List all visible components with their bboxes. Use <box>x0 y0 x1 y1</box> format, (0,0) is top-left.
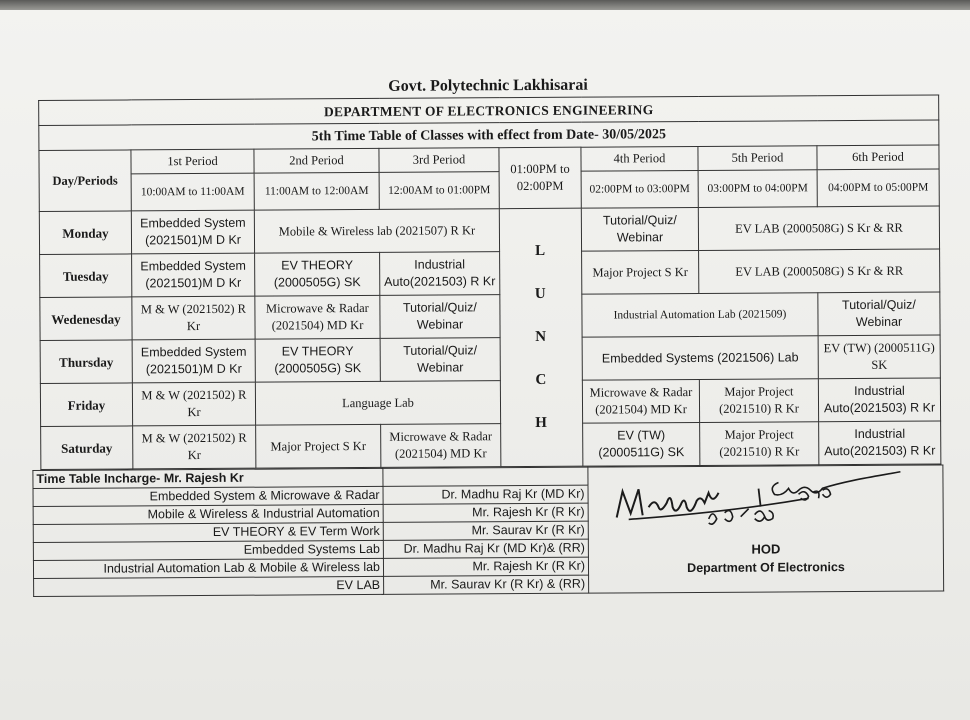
incharge-table <box>32 464 944 597</box>
row-monday <box>39 206 939 254</box>
wednesday-period-6: Tutorial/Quiz/ Webinar <box>818 292 940 336</box>
period-2-time: 11:00AM to 12:00AM <box>254 172 379 210</box>
friday-period-5: Major Project (2021510) R Kr <box>699 379 818 423</box>
monday-period-4: Tutorial/Quiz/ Webinar <box>581 207 698 251</box>
saturday-period-6: Industrial Auto(2021503) R Kr <box>819 421 941 465</box>
tuesday-period-4: Major Project S Kr <box>582 250 699 294</box>
wednesday-period-4-5: Industrial Automation Lab (2021509) <box>582 293 818 337</box>
monday-period-1: Embedded System (2021501)M D Kr <box>131 210 254 254</box>
incharge-blank-cell <box>383 467 588 486</box>
incharge-faculty: Mr. Saurav Kr (R Kr) <box>383 521 588 540</box>
wednesday-period-1: M & W (2021502) R Kr <box>132 296 255 340</box>
friday-period-4: Microwave & Radar (2021504) MD Kr <box>582 379 699 423</box>
saturday-period-4: EV (TW) (2000511G) SK <box>583 422 700 466</box>
saturday-period-3: Microwave & Radar (2021504) MD Kr <box>381 424 501 468</box>
tuesday-period-1: Embedded System (2021501)M D Kr <box>132 253 255 297</box>
timetable <box>38 94 941 469</box>
period-5-header: 5th Period <box>698 146 817 171</box>
row-thursday <box>40 335 940 383</box>
department-heading: DEPARTMENT OF ELECTRONICS ENGINEERING <box>39 95 939 125</box>
period-3-time: 12:00AM to 01:00PM <box>379 172 499 210</box>
hod-department: Department Of Electronics <box>687 560 845 576</box>
row-wednesday <box>40 292 940 340</box>
period-5-time: 03:00PM to 04:00PM <box>698 170 817 208</box>
incharge-subject: EV LAB <box>34 576 384 596</box>
incharge-faculty: Dr. Madhu Raj Kr (MD Kr) <box>383 485 588 504</box>
row-saturday <box>41 421 941 469</box>
timetable-title: 5th Time Table of Classes with effect from Date- 30/05/2025 <box>39 120 939 150</box>
timetable-incharge: Time Table Incharge- Mr. Rajesh Kr <box>33 468 383 488</box>
wednesday-period-2: Microwave & Radar (2021504) MD Kr <box>255 295 380 339</box>
day-periods-header: Day/Periods <box>39 150 131 212</box>
saturday-period-1: M & W (2021502) R Kr <box>133 425 256 469</box>
day-saturday: Saturday <box>41 426 133 470</box>
incharge-subject: Industrial Automation Lab & Mobile & Wireless lab <box>33 558 383 578</box>
tuesday-period-2: EV THEORY (2000505G) SK <box>255 252 380 296</box>
hod-label: HOD <box>751 541 781 557</box>
saturday-period-2: Major Project S Kr <box>256 424 381 468</box>
thursday-period-6: EV (TW) (2000511G) SK <box>818 335 940 379</box>
incharge-faculty: Mr. Rajesh Kr (R Kr) <box>383 503 588 522</box>
wednesday-period-3: Tutorial/Quiz/ Webinar <box>380 295 500 339</box>
thursday-period-2: EV THEORY (2000505G) SK <box>255 338 380 382</box>
period-1-header: 1st Period <box>131 149 254 174</box>
lunch-letter: N <box>535 328 548 345</box>
day-wednesday: Wedenesday <box>40 297 132 341</box>
thursday-period-4-5: Embedded Systems (2021506) Lab <box>582 336 818 380</box>
lunch-letter: C <box>535 371 548 388</box>
day-tuesday: Tuesday <box>40 254 132 298</box>
incharge-faculty: Mr. Saurav Kr (R Kr) & (RR) <box>384 575 589 594</box>
friday-period-1: M & W (2021502) R Kr <box>132 382 255 426</box>
row-friday <box>40 378 940 426</box>
tuesday-period-5-6: EV LAB (2000508G) S Kr & RR <box>699 249 940 293</box>
top-shadow-strip <box>0 0 970 10</box>
incharge-faculty: Mr. Rajesh Kr (R Kr) <box>383 557 588 576</box>
saturday-period-5: Major Project (2021510) R Kr <box>700 422 819 466</box>
incharge-subject: Embedded Systems Lab <box>33 540 383 560</box>
hod-signature-block <box>588 465 944 593</box>
incharge-subject: Mobile & Wireless & Industrial Automation <box>33 504 383 524</box>
lunch-time-header: 01:00PM to 02:00PM <box>499 147 581 208</box>
timetable-sheet <box>38 73 941 597</box>
period-4-header: 4th Period <box>581 146 698 171</box>
period-6-time: 04:00PM to 05:00PM <box>817 169 939 207</box>
incharge-faculty: Dr. Madhu Raj Kr (MD Kr)& (RR) <box>383 539 588 558</box>
hod-signature-image <box>608 468 908 540</box>
period-time-row <box>39 169 939 211</box>
lunch-letter: L <box>535 242 547 259</box>
period-3-header: 3rd Period <box>379 148 499 173</box>
monday-period-2-3: Mobile & Wireless lab (2021507) R Kr <box>254 209 499 253</box>
tuesday-period-3: Industrial Auto(2021503) R Kr <box>380 252 500 296</box>
day-monday: Monday <box>39 211 131 255</box>
institute-name: Govt. Polytechnic Lakhisarai <box>388 76 588 95</box>
thursday-period-1: Embedded System (2021501)M D Kr <box>132 339 255 383</box>
period-2-header: 2nd Period <box>254 148 379 173</box>
period-6-header: 6th Period <box>817 145 939 170</box>
period-1-time: 10:00AM to 11:00AM <box>131 173 254 211</box>
row-tuesday <box>40 249 940 297</box>
friday-period-2-3: Language Lab <box>255 381 500 425</box>
friday-period-6: Industrial Auto(2021503) R Kr <box>818 378 940 422</box>
lunch-letter: U <box>534 285 547 302</box>
incharge-subject: EV THEORY & EV Term Work <box>33 522 383 542</box>
incharge-subject: Embedded System & Microwave & Radar <box>33 486 383 506</box>
thursday-period-3: Tutorial/Quiz/ Webinar <box>380 338 500 382</box>
period-4-time: 02:00PM to 03:00PM <box>581 170 698 208</box>
lunch-break-column <box>499 208 583 466</box>
lunch-letter: H <box>535 414 548 431</box>
day-friday: Friday <box>40 383 132 427</box>
day-thursday: Thursday <box>40 340 132 384</box>
monday-period-5-6: EV LAB (2000508G) S Kr & RR <box>698 206 939 250</box>
